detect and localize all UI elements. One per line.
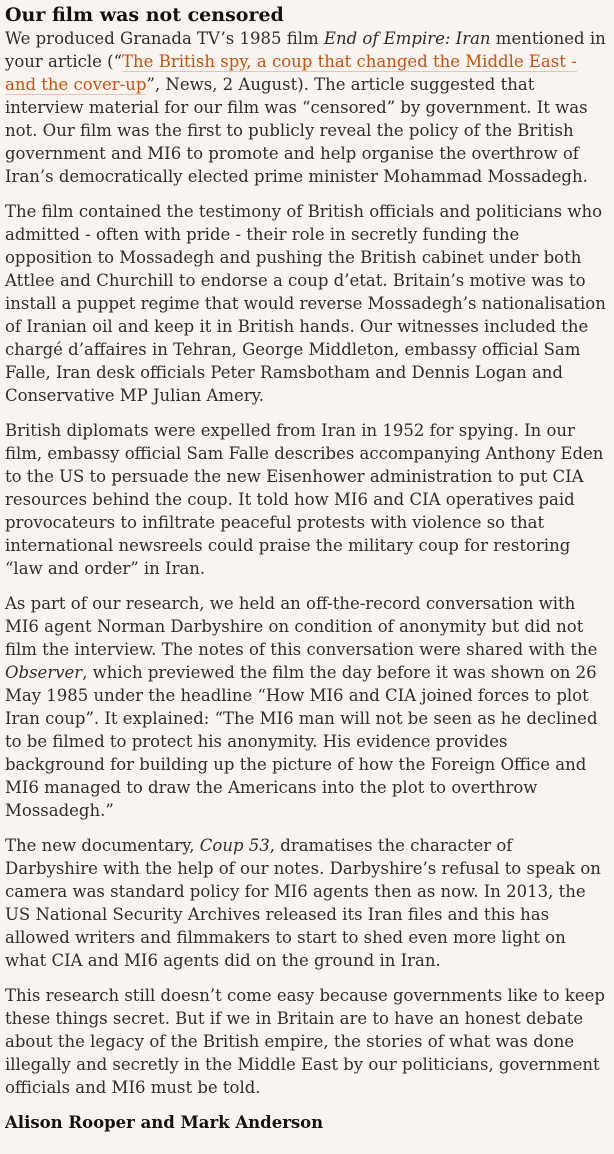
letter-heading: Our film was not censored — [5, 4, 284, 26]
text-run: mentioned in your article (“ — [5, 29, 606, 71]
text-run: As part of our research, we held an off-the-record conversation with MI6 agent Norman Darbyshire on condition of anonymity but did not film the interview. The notes of this conversation were shared with the — [5, 594, 598, 659]
article-link[interactable]: The British spy, a coup that changed the Middle East - and the cover-up — [5, 52, 577, 94]
italic-text: Coup 53 — [199, 836, 270, 855]
text-run: , which previewed the film the day before it was shown on 26 May 1985 under the headline “How MI6 and CIA joined forces to plot Iran coup”. It explained: “The MI6 man will not be seen as he declined to be filmed to protect his anonymity. His evidence provides background for building up the picture of how the Foreign Office and MI6 managed to draw the Americans into the plot to overthrow Mossadegh.” — [5, 663, 598, 820]
letter-body — [5, 27, 606, 1099]
italic-text: End of Empire: Iran — [323, 29, 491, 48]
text-run: This research still doesn’t come easy because governments like to keep these things secret. But if we in Britain are to have an honest debate about the legacy of the British empire, the stories of what was done illegally and secretly in the Middle East by our politicians, government officials and MI6 must be told. — [5, 986, 605, 1097]
paragraph — [5, 984, 606, 1099]
paragraph — [5, 27, 606, 188]
letter-signature: Alison Rooper and Mark Anderson — [5, 1113, 324, 1132]
text-run: We produced Granada TV’s 1985 film — [5, 29, 324, 48]
text-run: The new documentary, — [5, 836, 200, 855]
paragraph — [5, 592, 606, 822]
paragraph — [5, 834, 606, 972]
paragraph — [5, 200, 606, 407]
text-run: British diplomats were expelled from Iran in 1952 for spying. In our film, embassy official Sam Falle describes accompanying Anthony Eden to the US to persuade the new Eisenhower administration to put CIA resources behind the coup. It told how MI6 and CIA operatives paid provocateurs to infiltrate peaceful protests with violence so that international newsreels could praise the military coup for restoring “law and order” in Iran. — [5, 421, 604, 578]
text-run: , dramatises the character of Darbyshire with the help of our notes. Darbyshire’s refusal to speak on camera was standard policy for MI6 agents then as now. In 2013, the US National Security Archives released its Iran files and this has allowed writers and filmmakers to start to shed even more light on what CIA and MI6 agents did on the ground in Iran. — [5, 836, 601, 970]
paragraph — [5, 419, 606, 580]
text-run: The film contained the testimony of British officials and politicians who admitted - often with pride - their role in secretly funding the opposition to Mossadegh and pushing the British cabinet under both Attlee and Churchill to endorse a coup d’etat. Britain’s motive was to install a puppet regime that would reverse Mossadegh’s nationalisation of Iranian oil and keep it in British hands. Our witnesses included the chargé d’affaires in Tehran, George Middleton, embassy official Sam Falle, Iran desk officials Peter Ramsbotham and Dennis Logan and Conservative MP Julian Amery. — [5, 202, 606, 405]
italic-text: Observer — [5, 663, 83, 682]
text-run: ”, News, 2 August). The article suggested that interview material for our film was “censored” by government. It was not. Our film was the first to publicly reveal the policy of the British government and MI6 to promote and help organise the overthrow of Iran’s democratically elected prime minister Mohammad Mossadegh. — [5, 75, 588, 186]
